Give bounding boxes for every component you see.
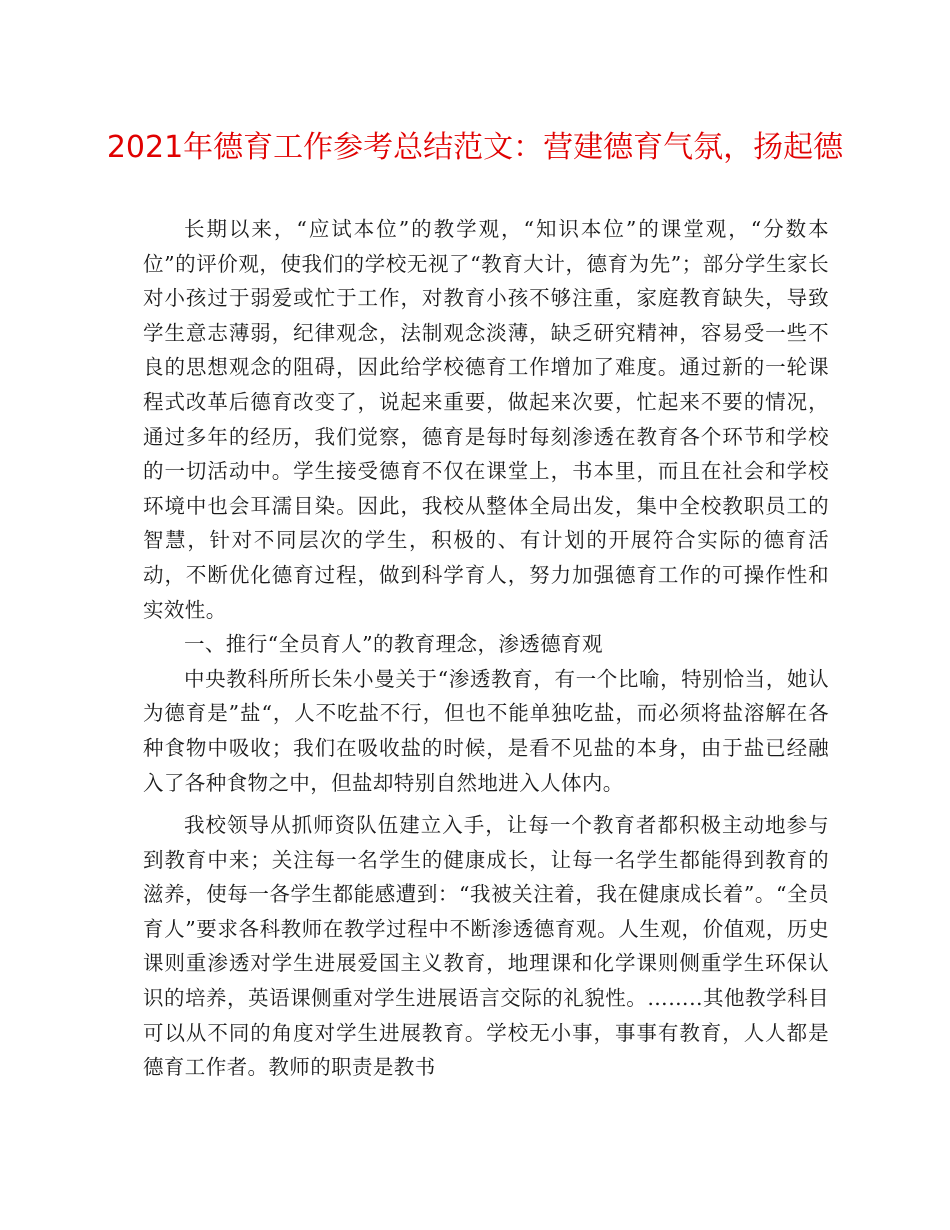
paragraph-intro: 长期以来，“应试本位”的教学观，“知识本位”的课堂观，“分数本位”的评价观，使我们的学校无视了“教育大计，德育为先”；部分学生家长对小孩过于弱爱或忙于工作，对教育小孩不够注重，家庭教育缺失，导致学生意志薄弱，纪律观念，法制观念淡薄，缺乏研究精神，容易受一些不良的思想观念的阻碍，因此给学校德育工作增加了难度。通过新的一轮课程式改革后德育改变了，说起来重要，做起来次要，忙起来不要的情况，通过多年的经历，我们觉察，德育是每时每刻渗透在教育各个环节和学校的一切活动中。学生接受德育不仅在课堂上，书本里，而且在社会和学校环境中也会耳濡目染。因此，我校从整体全局出发，集中全校教职员工的智慧，针对不同层次的学生，积极的、有计划的开展符合实际的德育活动，不断优化德育过程，做到科学育人，努力加强德育工作的可操作性和实效性。 [143,217,829,622]
paragraph-all-staff-education: 我校领导从抓师资队伍建立入手，让每一个教育者都积极主动地参与到教育中来；关注每一名学生的健康成长，让每一名学生都能得到教育的滋养，使每一各学生都能感遭到：“我被关注着，我在健康成长着”。“全员育人”要求各科教师在教学过程中不断渗透德育观。人生观，价值观，历史课则重渗透对学生进展爱国主义教育，地理课和化学课则侧重学生环保认识的培养，英语课侧重对学生进展语言交际的礼貌性。……..其他教学科目可以从不同的角度对学生进展教育。学校无小事，事事有教育，人人都是德育工作者。教师的职责是教书 [143,813,829,1080]
document-title: 2021年德育工作参考总结范文：营建德育气氛，扬起德 [106,130,844,165]
section-heading-1: 一、推行“全员育人”的教育理念，渗透德育观 [184,632,603,657]
paragraph-salt-metaphor: 中央教科所所长朱小曼关于“渗透教育，有一个比喻，特别恰当，她认为德育是”盐“，人不吃盐不行，但也不能单独吃盐，而必须将盐溶解在各种食物中吸收；我们在吸收盐的时候，是看不见盐的本身，由于盐已经融入了各种食物之中，但盐却特别自然地进入人体内。 [143,666,829,795]
document-body [143,212,829,1085]
